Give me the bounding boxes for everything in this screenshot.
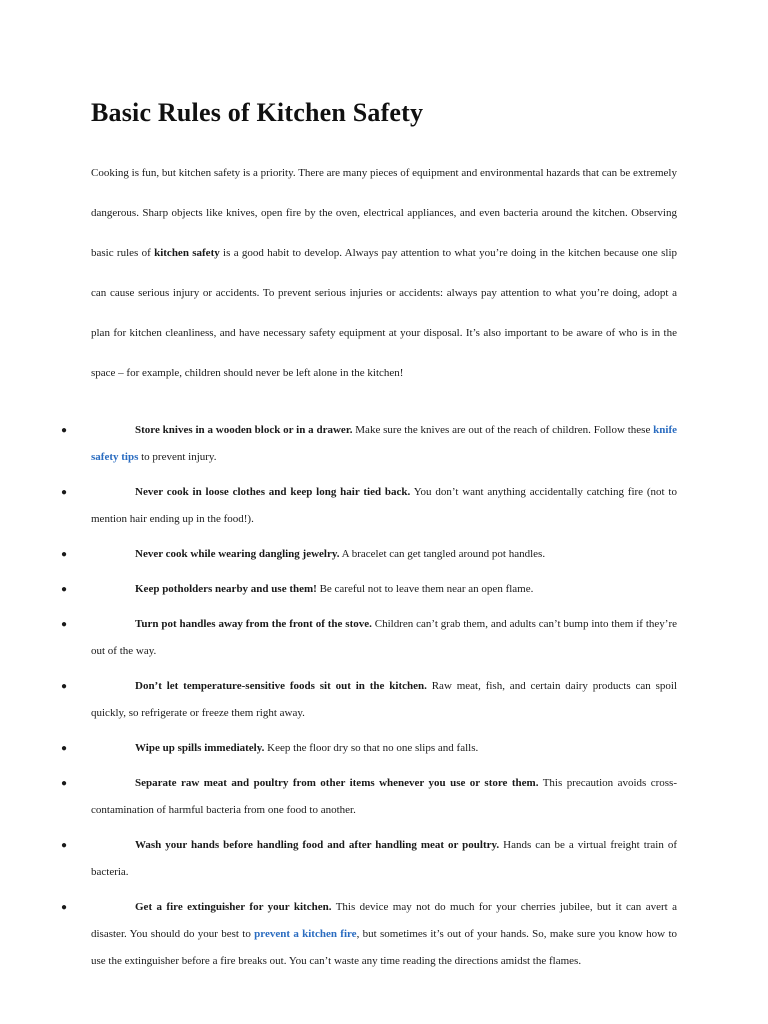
list-item bbox=[61, 832, 677, 886]
rule-title: Wash your hands before handling food and after handling meat or poultry. bbox=[135, 839, 500, 851]
bullet-icon: ● bbox=[61, 619, 68, 630]
bullet-icon: ● bbox=[61, 840, 68, 851]
list-item bbox=[61, 735, 677, 762]
list-item bbox=[61, 479, 677, 533]
rule-text: This precaution avoids cross-contamination of harmful bacteria from one food to another. bbox=[91, 777, 677, 816]
bullet-icon: ● bbox=[61, 425, 68, 436]
rule-title: Wipe up spills immediately. bbox=[135, 742, 265, 754]
rule-text: You don’t want anything accidentally catching fire (not to mention hair ending up in the food!). bbox=[91, 486, 677, 525]
rule-text: Children can’t grab them, and adults can’t bump into them if they’re out of the way. bbox=[91, 618, 677, 657]
intro-bold-phrase: kitchen safety bbox=[154, 247, 220, 259]
intro-text-end: is a good habit to develop. Always pay attention to what you’re doing in the kitchen because one slip can cause serious injury or accidents. To prevent serious injuries or accidents: always pay attention to what you’re doing, adopt a plan for kitchen cleanliness, and have necessary safety equipment at your disposal. It’s also important to be aware of who is in the space – for example, children should never be left alone in the kitchen! bbox=[91, 247, 678, 379]
rule-title: Keep potholders nearby and use them! bbox=[135, 583, 317, 595]
prevent-kitchen-fire-link[interactable]: prevent a kitchen fire bbox=[254, 928, 357, 940]
page-title: Basic Rules of Kitchen Safety bbox=[91, 98, 424, 127]
bullet-icon: ● bbox=[61, 681, 68, 692]
rule-text: Raw meat, fish, and certain dairy products can spoil quickly, so refrigerate or freeze them right away. bbox=[91, 680, 677, 719]
rule-title: Never cook while wearing dangling jewelry. bbox=[135, 548, 340, 560]
rule-title: Never cook in loose clothes and keep long hair tied back. bbox=[135, 486, 411, 498]
rule-text: Be careful not to leave them near an open flame. bbox=[316, 583, 534, 595]
bullet-icon: ● bbox=[61, 584, 68, 595]
list-item bbox=[61, 576, 677, 603]
bullet-icon: ● bbox=[61, 743, 68, 754]
rule-title: Turn pot handles away from the front of the stove. bbox=[135, 618, 372, 630]
bullet-icon: ● bbox=[61, 487, 68, 498]
list-item bbox=[61, 417, 677, 471]
intro-paragraph bbox=[91, 153, 677, 393]
rule-title: Separate raw meat and poultry from other items whenever you use or store them. bbox=[135, 777, 539, 789]
list-item bbox=[61, 541, 677, 568]
rule-title: Don’t let temperature-sensitive foods sit out in the kitchen. bbox=[135, 680, 427, 692]
rule-text: Hands can be a virtual freight train of bacteria. bbox=[91, 839, 677, 878]
list-item bbox=[61, 894, 677, 975]
bullet-icon: ● bbox=[61, 549, 68, 560]
rule-text: This device may not do much for your cherries jubilee, but it can avert a disaster. You should do your best to bbox=[91, 901, 677, 940]
rule-text: to prevent injury. bbox=[138, 451, 217, 463]
bullet-icon: ● bbox=[61, 778, 68, 789]
rule-title: Store knives in a wooden block or in a drawer. bbox=[135, 424, 353, 436]
rule-text: , but sometimes it’s out of your hands. So, make sure you know how to use the extinguisher before a fire breaks out. You can’t waste any time reading the directions amidst the flames. bbox=[91, 928, 677, 967]
knife-safety-tips-link[interactable]: knife safety tips bbox=[91, 424, 677, 463]
rule-title: Get a fire extinguisher for your kitchen. bbox=[135, 901, 332, 913]
list-item bbox=[61, 611, 677, 665]
bullet-icon: ● bbox=[61, 902, 68, 913]
intro-text-start: Cooking is fun, but kitchen safety is a priority. There are many pieces of equipment and environmental hazards that can be extremely dangerous. Sharp objects like knives, open fire by the oven, electrical appliances, and even bacteria around the kitchen. Observing basic rules of bbox=[91, 167, 677, 259]
safety-rules-list bbox=[0, 417, 768, 983]
list-item bbox=[61, 770, 677, 824]
rule-text: Make sure the knives are out of the reach of children. Follow these bbox=[352, 424, 654, 436]
rule-text: A bracelet can get tangled around pot handles. bbox=[339, 548, 546, 560]
rule-text: Keep the floor dry so that no one slips and falls. bbox=[264, 742, 479, 754]
list-item bbox=[61, 673, 677, 727]
